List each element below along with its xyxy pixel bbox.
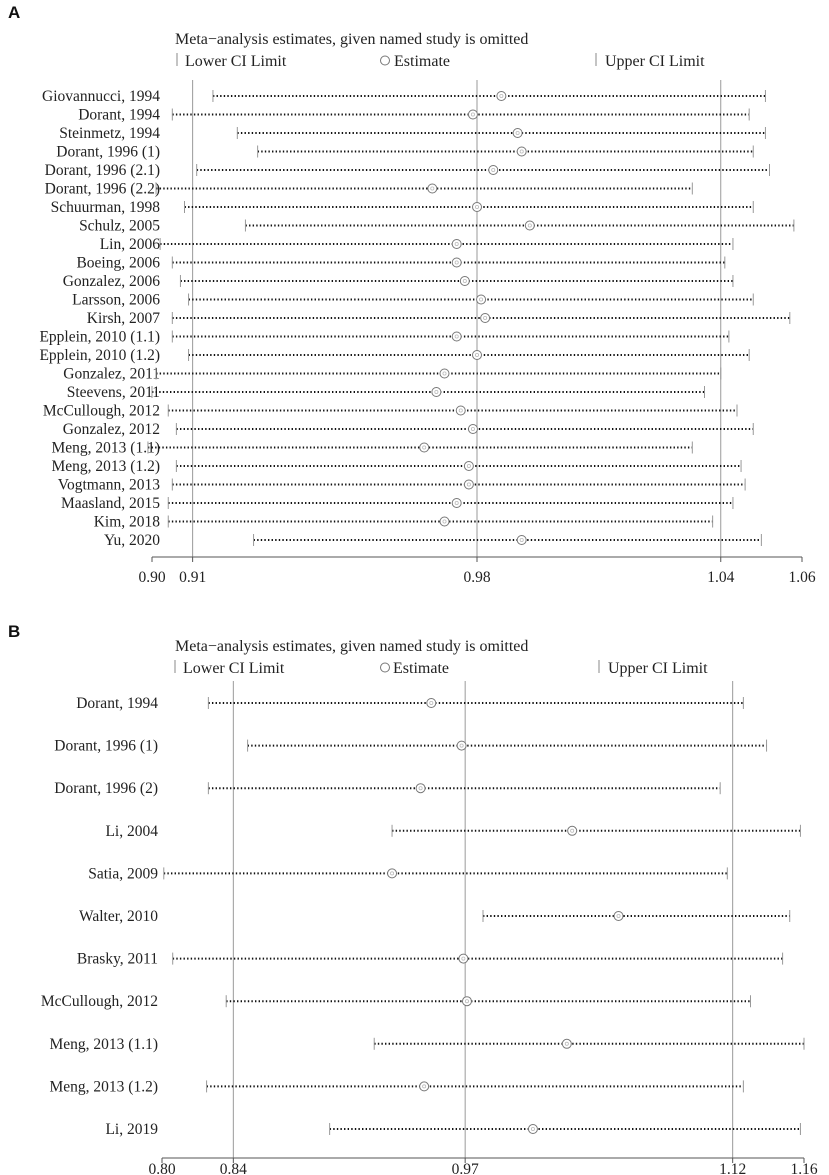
study-row <box>45 181 693 198</box>
study-label: Satia, 2009 <box>88 865 158 883</box>
study-row <box>39 329 728 346</box>
study-row <box>54 780 720 797</box>
study-label: Gonzalez, 2012 <box>62 421 160 438</box>
study-label: Boeing, 2006 <box>76 254 160 272</box>
study-label: Schulz, 2005 <box>79 217 160 235</box>
study-label: Lin, 2006 <box>99 236 160 253</box>
study-label: Larsson, 2006 <box>72 291 160 309</box>
study-label: Meng, 2013 (1.2) <box>51 458 160 475</box>
study-label: Dorant, 1996 (1) <box>56 143 160 161</box>
study-label: Steinmetz, 1994 <box>59 125 160 142</box>
estimate-marker <box>456 406 465 415</box>
estimate-marker <box>452 258 461 267</box>
study-row <box>39 347 749 364</box>
estimate-marker <box>440 517 449 526</box>
study-label: Yu, 2020 <box>104 532 160 549</box>
study-label: Steevens, 2011 <box>66 384 160 401</box>
study-label: Dorant, 1996 (2.2) <box>44 180 160 198</box>
x-tick-label: 0.91 <box>179 569 207 586</box>
estimate-marker <box>464 462 473 471</box>
x-tick-label: 1.06 <box>788 569 816 586</box>
x-tick-label: 0.97 <box>451 1161 479 1175</box>
estimate-marker <box>517 536 526 545</box>
estimate-marker <box>457 741 466 750</box>
study-label: Kirsh, 2007 <box>86 310 160 327</box>
estimate-marker <box>460 277 469 286</box>
x-tick-label: 0.98 <box>463 569 491 586</box>
study-row <box>52 440 693 457</box>
estimate-marker <box>468 110 477 119</box>
legend-estimate-marker <box>381 663 390 672</box>
study-row <box>100 236 733 253</box>
panel-a <box>8 3 816 586</box>
chart-title: Meta−analysis estimates, given named study is omitted <box>175 638 529 655</box>
estimate-marker <box>420 443 429 452</box>
x-tick-label: 0.90 <box>138 569 166 586</box>
estimate-marker <box>468 425 477 434</box>
estimate-marker <box>568 826 577 835</box>
study-row <box>42 88 765 105</box>
study-row <box>50 1036 805 1053</box>
estimate-marker <box>427 699 436 708</box>
study-row <box>79 908 790 925</box>
study-row <box>45 162 770 179</box>
study-row <box>105 823 800 840</box>
legend-upper-label: Upper CI Limit <box>608 660 708 677</box>
study-row <box>54 738 766 755</box>
study-row <box>77 951 783 968</box>
estimate-marker <box>473 351 482 360</box>
study-row <box>61 495 733 512</box>
study-label: Dorant, 1994 <box>76 695 158 712</box>
study-label: Giovannucci, 1994 <box>42 88 160 105</box>
study-label: Walter, 2010 <box>78 908 158 925</box>
x-tick-label: 0.84 <box>219 1161 247 1175</box>
x-tick-label: 1.12 <box>719 1161 747 1175</box>
study-label: Schuurman, 1998 <box>50 199 160 216</box>
study-row <box>58 477 745 494</box>
estimate-marker <box>497 92 506 101</box>
estimate-marker <box>562 1039 571 1048</box>
study-row <box>78 107 749 124</box>
study-row <box>105 1121 800 1138</box>
study-row <box>104 532 761 549</box>
estimate-marker <box>452 499 461 508</box>
panel-b <box>8 622 818 1175</box>
estimate-marker <box>462 997 471 1006</box>
study-label: Li, 2004 <box>105 822 158 840</box>
study-label: Brasky, 2011 <box>76 950 158 968</box>
x-tick-label: 1.04 <box>707 569 735 586</box>
legend-upper-label: Upper CI Limit <box>605 53 705 70</box>
estimate-marker <box>464 480 473 489</box>
estimate-marker <box>614 912 623 921</box>
estimate-marker <box>513 129 522 138</box>
study-label: Li, 2019 <box>105 1121 158 1138</box>
study-row <box>67 384 705 401</box>
study-row <box>63 273 733 290</box>
study-row <box>51 199 754 216</box>
study-row <box>63 421 754 438</box>
legend-lower-label: Lower CI Limit <box>185 53 287 70</box>
estimate-marker <box>452 240 461 249</box>
study-label: Dorant, 1996 (1) <box>54 737 158 755</box>
study-row <box>59 125 765 142</box>
study-label: Gonzalez, 2011 <box>63 365 160 383</box>
estimate-marker <box>489 166 498 175</box>
estimate-marker <box>473 203 482 212</box>
study-row <box>56 144 753 161</box>
x-tick-label: 1.16 <box>790 1161 818 1175</box>
study-label: Epplein, 2010 (1.2) <box>39 347 160 364</box>
study-label: Dorant, 1994 <box>78 106 160 124</box>
legend-estimate-label: Estimate <box>393 660 449 677</box>
study-label: McCullough, 2012 <box>42 402 160 420</box>
study-row <box>63 366 720 383</box>
estimate-marker <box>528 1125 537 1134</box>
legend-estimate-label: Estimate <box>394 53 450 70</box>
legend-estimate-marker <box>381 56 390 65</box>
study-label: Vogtmann, 2013 <box>57 476 160 494</box>
estimate-marker <box>420 1082 429 1091</box>
estimate-marker <box>481 314 490 323</box>
estimate-marker <box>517 147 526 156</box>
study-row <box>79 218 794 235</box>
study-label: Meng, 2013 (1.2) <box>49 1078 158 1096</box>
study-row <box>76 695 743 712</box>
estimate-marker <box>477 295 486 304</box>
estimate-marker <box>440 369 449 378</box>
study-row <box>94 514 713 531</box>
study-label: Gonzalez, 2006 <box>62 273 160 290</box>
study-row <box>43 403 737 420</box>
study-label: Kim, 2018 <box>93 513 160 531</box>
study-label: McCullough, 2012 <box>40 993 158 1011</box>
study-row <box>50 1078 744 1095</box>
study-label: Maasland, 2015 <box>60 495 160 512</box>
legend-lower-label: Lower CI Limit <box>183 660 285 677</box>
panel-label: B <box>8 622 21 641</box>
study-row <box>41 993 751 1010</box>
chart-title: Meta−analysis estimates, given named study is omitted <box>175 31 529 48</box>
study-row <box>52 458 742 475</box>
x-tick-label: 0.80 <box>148 1161 176 1175</box>
study-row <box>72 292 753 309</box>
study-label: Dorant, 1996 (2.1) <box>44 162 160 179</box>
study-label: Dorant, 1996 (2) <box>54 780 158 798</box>
estimate-marker <box>388 869 397 878</box>
study-row <box>88 865 727 882</box>
panel-label: A <box>8 3 21 22</box>
estimate-marker <box>452 332 461 341</box>
estimate-marker <box>416 784 425 793</box>
study-row <box>76 255 724 272</box>
estimate-marker <box>459 954 468 963</box>
study-label: Epplein, 2010 (1.1) <box>39 328 160 346</box>
estimate-marker <box>525 221 534 230</box>
study-label: Meng, 2013 (1.1) <box>51 439 160 457</box>
study-label: Meng, 2013 (1.1) <box>49 1035 158 1053</box>
estimate-marker <box>432 388 441 397</box>
estimate-marker <box>428 184 437 193</box>
